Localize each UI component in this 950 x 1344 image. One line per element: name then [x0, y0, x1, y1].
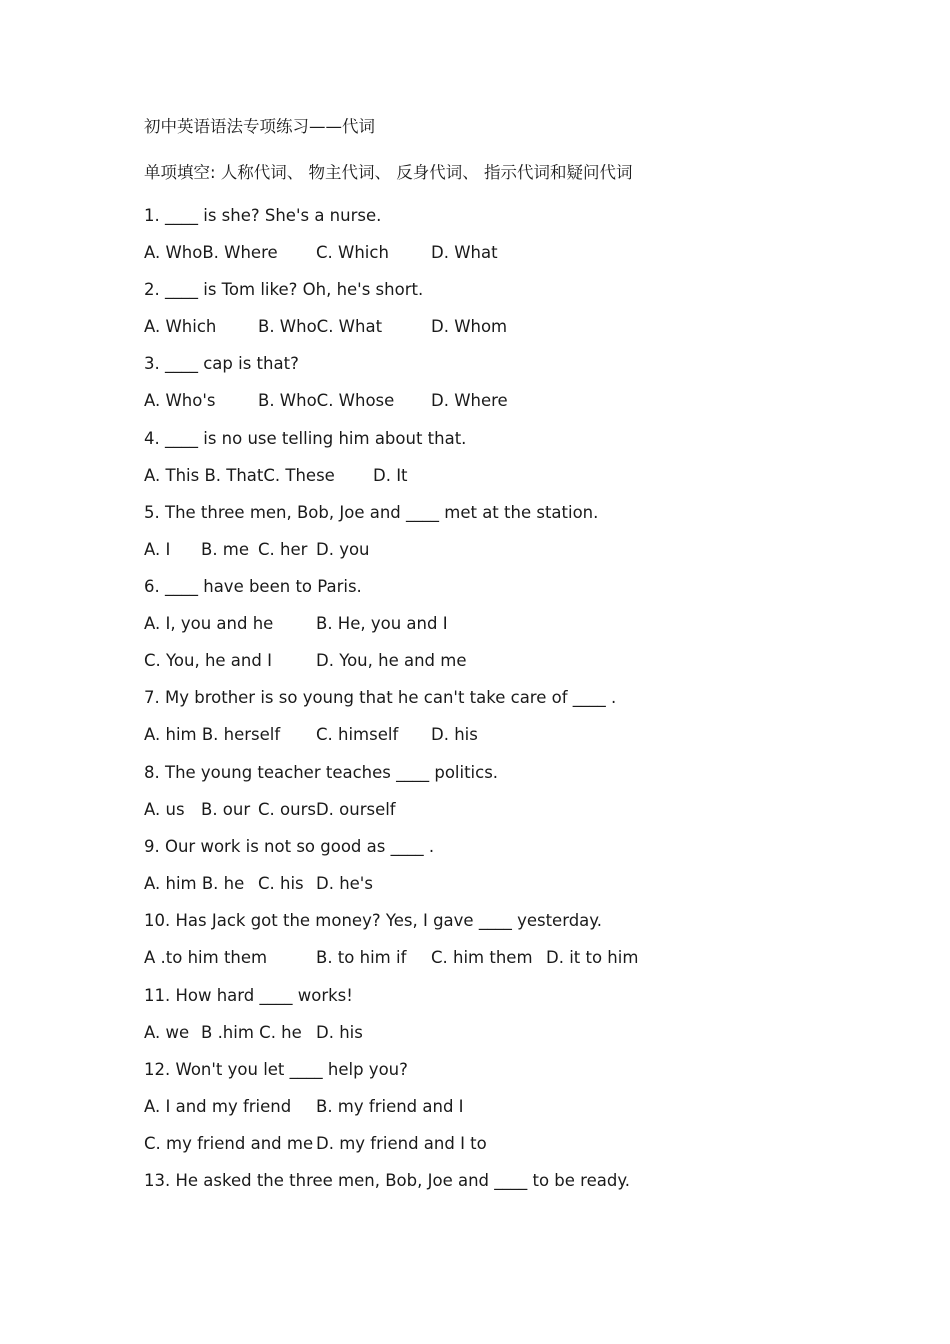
- option-c: C. himself: [316, 725, 399, 744]
- options-6a: [144, 614, 448, 634]
- option-d: D. Where: [431, 391, 508, 410]
- option-d: D. It: [373, 466, 408, 485]
- option-b: B. to him if: [316, 948, 407, 967]
- option-d: D. it to him: [546, 948, 639, 967]
- question-10: 10. Has Jack got the money? Yes, I gave ____ yesterday.: [144, 911, 602, 930]
- option-a: A. him B. he: [144, 874, 245, 893]
- option-d: D. his: [316, 1023, 363, 1042]
- option-a: A. I, you and he: [144, 614, 274, 633]
- options-12a: [144, 1097, 464, 1117]
- option-a: A. I: [144, 540, 171, 559]
- option-c: C. You, he and I: [144, 651, 272, 670]
- option-a: A. Which: [144, 317, 217, 336]
- option-b: B. our: [201, 800, 251, 819]
- option-a: A. him B. herself: [144, 725, 281, 744]
- option-a: A. we: [144, 1023, 190, 1042]
- section-instruction: 单项填空: 人称代词、 物主代词、 反身代词、 指示代词和疑问代词: [144, 163, 633, 182]
- question-1: 1. ____ is she? She's a nurse.: [144, 206, 382, 225]
- option-c: C. his: [258, 874, 304, 893]
- option-c: C. Which: [316, 243, 389, 262]
- option-b: B .him C. he: [201, 1023, 302, 1042]
- option-d: D. What: [431, 243, 498, 262]
- options-1: [144, 243, 498, 263]
- option-b: B. me: [201, 540, 250, 559]
- question-9: 9. Our work is not so good as ____ .: [144, 837, 435, 856]
- option-a: A. WhoB. Where: [144, 243, 278, 262]
- options-2: [144, 317, 508, 337]
- question-12: 12. Won't you let ____ help you?: [144, 1060, 408, 1079]
- options-8: [144, 800, 396, 820]
- options-12b: [144, 1134, 487, 1154]
- options-7: [144, 725, 478, 745]
- question-2: 2. ____ is Tom like? Oh, he's short.: [144, 280, 424, 299]
- options-10: [144, 948, 639, 968]
- question-3: 3. ____ cap is that?: [144, 354, 299, 373]
- option-b: B. WhoC. Whose: [258, 391, 395, 410]
- options-6b: [144, 651, 467, 671]
- option-b: B. my friend and I: [316, 1097, 464, 1116]
- option-b: B. He, you and I: [316, 614, 448, 633]
- question-7: 7. My brother is so young that he can't take care of ____ .: [144, 688, 617, 707]
- option-c: C. him them: [431, 948, 533, 967]
- option-a: A. This B. ThatC. These: [144, 466, 335, 485]
- option-a: A .to him them: [144, 948, 268, 967]
- option-c: C. oursD. ourself: [258, 800, 396, 819]
- option-a: A. Who's: [144, 391, 216, 410]
- option-c: C. her: [258, 540, 308, 559]
- option-d: D. Whom: [431, 317, 508, 336]
- options-5: [144, 540, 370, 560]
- option-d: D. he's: [316, 874, 373, 893]
- option-a: A. us: [144, 800, 185, 819]
- question-8: 8. The young teacher teaches ____ politics.: [144, 763, 499, 782]
- option-b: B. WhoC. What: [258, 317, 383, 336]
- option-d: D. his: [431, 725, 478, 744]
- question-6: 6. ____ have been to Paris.: [144, 577, 362, 596]
- document-title: 初中英语语法专项练习——代词: [144, 117, 375, 136]
- option-d: D. You, he and me: [316, 651, 467, 670]
- question-5: 5. The three men, Bob, Joe and ____ met at the station.: [144, 503, 599, 522]
- option-d: D. you: [316, 540, 370, 559]
- option-c: C. my friend and me: [144, 1134, 314, 1153]
- option-a: A. I and my friend: [144, 1097, 292, 1116]
- options-11: [144, 1023, 363, 1043]
- options-4: [144, 466, 408, 486]
- options-9: [144, 874, 373, 894]
- option-d: D. my friend and I to: [316, 1134, 487, 1153]
- options-3: [144, 391, 508, 411]
- question-13: 13. He asked the three men, Bob, Joe and ____ to be ready.: [144, 1171, 630, 1190]
- question-11: 11. How hard ____ works!: [144, 986, 353, 1005]
- question-4: 4. ____ is no use telling him about that.: [144, 429, 467, 448]
